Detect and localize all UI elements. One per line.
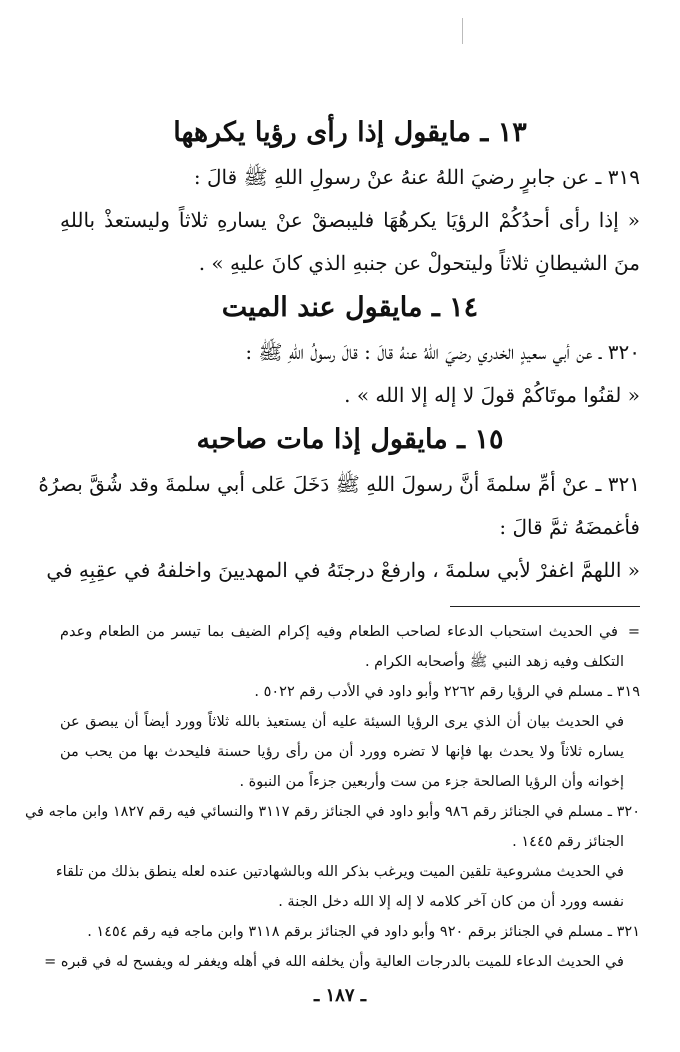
hadith-320-line-1: ٣٢٠ ـ عن أبي سعيدٍ الخدري رضيَ اللهُ عنهُ قالَ : قالَ رسولُ اللهِ ﷺ : (245, 340, 640, 364)
footnote-line-1 (60, 617, 640, 647)
page-number: ـ ١٨٧ ـ (313, 985, 367, 1006)
section-title-14: ١٤ ـ مايقول عند الميت (221, 292, 479, 323)
footnote-text: في الحديث استحباب الدعاء لصاحب الطعام وفيه إكرام الضيف بما تيسر من الطعام وعدم (60, 624, 618, 640)
footnote-line-12: في الحديث الدعاء للميت بالدرجات العالية وأن يخلفه الله في أهله ويغفر له ويفسح له في قبره = (44, 954, 624, 970)
footnote-line-9: في الحديث مشروعية تلقين الميت ويرغب بذكر الله وبالشهادتين عنده لعله ينطق بذلك من تلقاء (55, 864, 624, 880)
hadith-321-line-2: فأغمضَهُ ثمَّ قالَ : (499, 515, 640, 539)
footnote-line-2: التكلف وفيه زهد النبي ﷺ وأصحابه الكرام . (364, 654, 624, 670)
footnote-line-10: نفسه وورد أن من كان آخر كلامه لا إله إلا الله دخل الجنة . (278, 894, 624, 910)
footnote-319-source: ٣١٩ ـ مسلم في الرؤيا رقم ٢٢٦٢ وأبو داود في الأدب رقم ٥٠٢٢ . (254, 684, 640, 700)
page-content (24, 110, 640, 977)
hadith-319-line-1: ٣١٩ ـ عن جابرٍ رضيَ اللهُ عنهُ عنْ رسولِ اللهِ ﷺ قالَ : (193, 165, 640, 189)
footnote-line-6: إخوانه وأن الرؤيا الصالحة جزء من ست وأربعين جزءاً من النبوة . (239, 774, 624, 790)
hadith-319-line-3: منَ الشيطانِ ثلاثاً وليتحولْ عن جنبهِ الذي كانَ عليهِ » . (198, 251, 640, 275)
hadith-320-line-2: « لقنُوا موتَاكُمْ قولَ لا إله إلا الله » . (344, 383, 640, 407)
hadith-321-line-1: ٣٢١ ـ عنْ أمِّ سلمةَ أنَّ رسولَ اللهِ ﷺ دَخَلَ عَلى أبي سلمةَ وقد شُقَّ بصرُهُ (38, 472, 640, 496)
hadith-319-line-2: « إذا رأى أحدُكُمْ الرؤيَا يكرهُهَا فليبصقْ عنْ يسارهِ ثلاثاً وليستعذْ باللهِ (60, 208, 640, 232)
footnote-divider (450, 606, 640, 607)
footnote-321-source: ٣٢١ ـ مسلم في الجنائز برقم ٩٢٠ وأبو داود في الجنائز برقم ٣١١٨ وابن ماجه فيه رقم ١٤٥٤ . (87, 924, 640, 940)
continuation-mark: = (627, 624, 640, 640)
footnote-line-8: الجنائز رقم ١٤٤٥ . (512, 834, 624, 850)
hadith-321-line-3: « اللهمَّ اغفرْ لأبي سلمةَ ، وارفعْ درجتَهُ في المهديينَ واخلفهُ في عقِبِهِ في (46, 558, 640, 582)
footnote-320-source: ٣٢٠ ـ مسلم في الجنائز رقم ٩٨٦ وأبو داود في الجنائز رقم ٣١١٧ والنسائي فيه رقم ١٨٢٧ وابن ماجه في (24, 804, 640, 820)
scan-mark (462, 18, 463, 44)
footnote-line-5: يساره ثلاثاً ولا يحدث بها فإنها لا تضره وورد أن من رأى رؤيا حسنة فليحدث بها من يحب من (60, 744, 624, 760)
footnote-line-4: في الحديث بيان أن الذي يرى الرؤيا السيئة عليه أن يستعيذ بالله ثلاثاً وورد أيضاً أن يبصق عن (60, 714, 624, 730)
section-title-13: ١٣ ـ مايقول إذا رأى رؤيا يكرهها (173, 117, 527, 148)
section-title-15: ١٥ ـ مايقول إذا مات صاحبه (196, 424, 504, 455)
